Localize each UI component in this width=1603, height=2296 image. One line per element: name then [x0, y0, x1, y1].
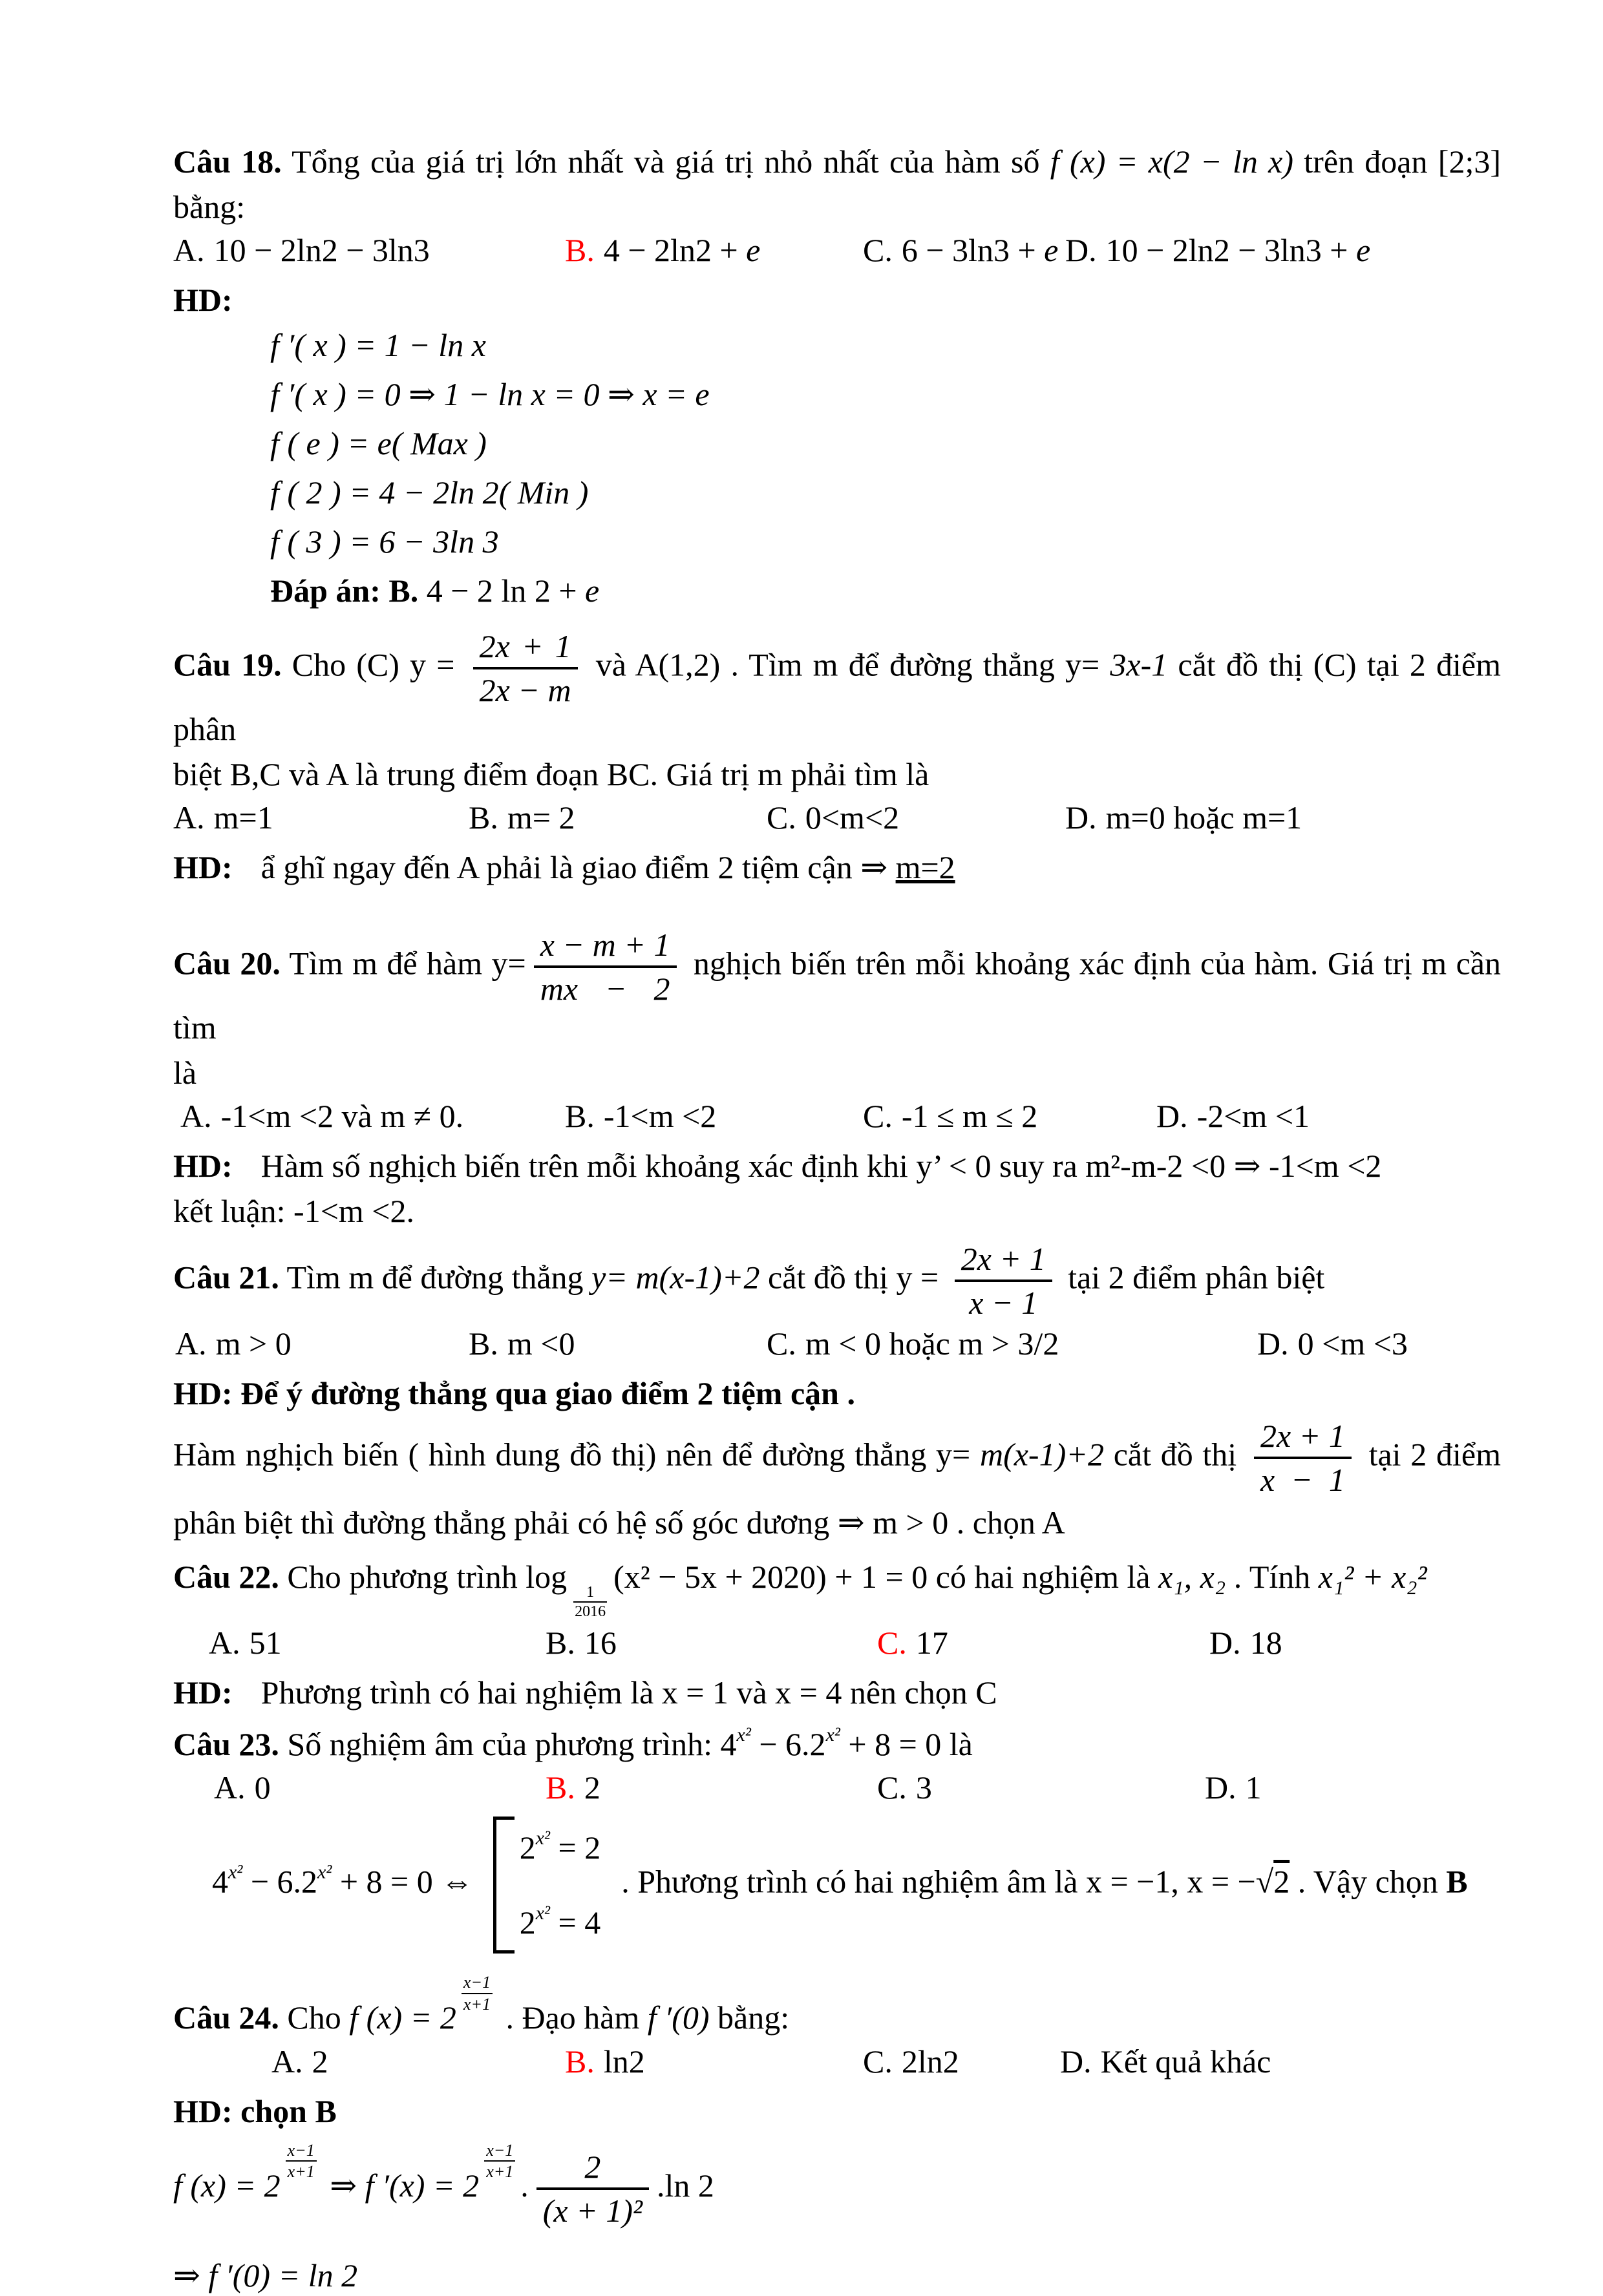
q24-hd: HD: chọn B	[173, 2092, 337, 2129]
q20-number: Câu 20.	[173, 945, 281, 982]
q18-option-a: A. 10 − 2ln2 − 3ln3	[173, 232, 430, 268]
q23-option-a: A. 0	[214, 1769, 271, 1806]
q18-statement	[173, 141, 1501, 182]
q24-derivation-exponent-1: $\frac{x-1}{x+1}$	[286, 2141, 317, 2181]
q18-option-b-label: B.	[565, 232, 595, 268]
q21-explanation: Hàm nghịch biến ( hình dung đồ thị) nên để đường thẳng y= m(x-1)+2 cắt đồ thị $\frac{2x + 1}{x - 1}$ tại 2 điểm	[173, 1418, 1502, 1498]
q24-derivative-at-0: f ′(0)	[647, 1999, 710, 2036]
q22-target-expression: x₁² + x₂²	[1318, 1559, 1427, 1595]
q21-hd-label: HD:	[173, 1375, 233, 1411]
q24-option-b: B. ln2	[565, 2043, 645, 2080]
q23-statement: Câu 23. Số nghiệm âm của phương trình: $4^{x^2} - 6.2^{x^2} + 8 = 0$ là	[173, 1724, 973, 1763]
q23-number: Câu 23.	[173, 1726, 279, 1763]
q18-option-c-label: C.	[863, 232, 893, 268]
q22-hd: HD: Phương trình có hai nghiệm là x = 1 và x = 4 nên chọn C	[173, 1674, 997, 1711]
q18-statement-cont: bằng:	[173, 189, 246, 225]
q23-options	[173, 1769, 1501, 1811]
q19-fraction-numerator: 2x + 1	[473, 628, 578, 669]
q20-option-a: A. -1<m <2 và m ≠ 0.	[180, 1098, 464, 1134]
q18-option-d: D. 10 − 2ln2 − 3ln3 + e	[1065, 232, 1371, 268]
q19-fraction	[473, 628, 578, 708]
q24-derivative-fraction: $\frac{2}{\text{(x + 1)²}}$	[536, 2149, 649, 2229]
q18-function-formula: f (x) = x(2 − ln x)	[1050, 143, 1293, 180]
q18-option-b: B. 4 − 2ln2 + e	[565, 232, 761, 268]
q23-option-d: D. 1	[1205, 1769, 1262, 1806]
q22-option-a: A. 51	[209, 1625, 282, 1661]
q19-option-c: C. 0<m<2	[767, 799, 900, 836]
q23-case-1: $2^{x^2} = 2$	[519, 1827, 601, 1866]
q22-option-c: C. 17	[877, 1625, 948, 1661]
question-19	[173, 628, 1501, 888]
q19-option-a: A. m=1	[173, 799, 273, 836]
q21-explanation-fraction: $\frac{2x + 1}{x - 1}$	[1254, 1418, 1352, 1498]
q21-option-b: B. m <0	[469, 1325, 575, 1362]
q24-derivation: f (x) = 2 $\frac{x-1}{x+1}$ ⇒ f ′(x) = 2 $\frac{x-1}{x+1}$ . $\frac{2}{\text{(x + 1)²}}$ .ln 2	[173, 2140, 714, 2229]
q21-option-c: C. m < 0 hoặc m > 3/2	[767, 1325, 1059, 1362]
q18-options	[173, 231, 1501, 274]
q20-option-c: C. -1 ≤ m ≤ 2	[863, 1098, 1038, 1134]
question-24	[173, 1973, 1501, 2296]
q18-option-a-label: A.	[173, 232, 205, 268]
q18-option-d-label: D.	[1065, 232, 1097, 268]
q19-number: Câu 19.	[173, 646, 282, 683]
q20-fraction-denominator: mx − 2	[540, 971, 670, 1007]
q24-exponent-fraction: $\frac{x-1}{x+1}$	[462, 1973, 493, 2013]
q18-solution-step-4: f ( 2 ) = 4 − 2ln 2( Min )	[270, 474, 589, 511]
question-20	[173, 927, 1501, 1232]
q23-option-c: C. 3	[877, 1769, 932, 1806]
q19-statement: Câu 19. Cho (C) y = $\frac{2x + 1}{2x - m}$ và A(1,2) . Tìm m để đường thẳng y= 3x-1 cắt đồ thị (C) tại 2 điểm phân	[173, 628, 1502, 747]
q21-number: Câu 21.	[173, 1259, 279, 1296]
q20-hd-label: HD:	[173, 1148, 233, 1184]
q20-option-b: B. -1<m <2	[565, 1098, 717, 1134]
q19-hd-underlined-answer: m=2	[895, 849, 955, 885]
q21-fraction-denominator: x − 1	[969, 1285, 1038, 1321]
q22-hd-label: HD:	[173, 1674, 233, 1711]
q20-option-d: D. -2<m <1	[1156, 1098, 1310, 1134]
q22-option-b: B. 16	[546, 1625, 617, 1661]
q22-options	[173, 1624, 1501, 1667]
question-21	[173, 1241, 1501, 1543]
q21-line-formula: y= m(x-1)+2	[591, 1259, 760, 1296]
q22-equation: (x² − 5x + 2020) + 1 = 0	[613, 1559, 928, 1595]
q18-solution-step-3: f ( e ) = e( Max )	[270, 425, 487, 461]
q20-fraction-numerator: x − m + 1	[534, 927, 677, 968]
q18-answer: Đáp án: B. 4 − 2 ln 2 + e	[270, 573, 600, 609]
q24-final-result: ⇒ f ′(0) = ln 2	[173, 2257, 358, 2294]
q22-statement: Câu 22. Cho phương trình log $\frac{1}{2016}$ (x² − 5x + 2020) + 1 = 0 có hai nghiệm là x₁, x₂ . Tính x₁² + x₂²	[173, 1559, 1427, 1620]
q24-option-d: D. Kết quả khác	[1060, 2043, 1271, 2080]
q18-number: Câu 18.	[173, 143, 282, 180]
q19-hd-label: HD:	[173, 849, 233, 885]
radical-sign: √	[1255, 1863, 1274, 1900]
q23-solution-equation: $4^{x^2} - 6.2^{x^2} + 8 = 0$ ⇔ $2^{x^2} = 2$ $2^{x^2} = 4$ . Phương trình có hai nghiệm âm là x = −1, x = −√2 . Vậy chọn B	[173, 1817, 1501, 1954]
q18-hd-label: HD:	[173, 282, 233, 318]
q21-option-d: D. 0 <m <3	[1257, 1325, 1408, 1362]
q21-fraction-numerator: 2x + 1	[955, 1241, 1052, 1282]
q20-options	[173, 1097, 1501, 1140]
q21-option-a: A. m > 0	[175, 1325, 292, 1362]
q18-option-c: C. 6 − 3ln3 + e	[863, 232, 1059, 268]
q21-hd: HD: Để ý đường thẳng qua giao điểm 2 tiệm cận .	[173, 1375, 855, 1411]
q22-option-d: D. 18	[1209, 1625, 1282, 1661]
q18-answer-label: Đáp án: B.	[270, 573, 419, 609]
q24-function: f (x) = 2	[349, 1999, 456, 2036]
q24-option-c: C. 2ln2	[863, 2043, 959, 2080]
q18-interval: [2;3]	[1438, 143, 1501, 180]
q19-statement-cont: biệt B,C và A là trung điểm đoạn BC. Giá trị m phải tìm là	[173, 756, 929, 792]
q20-fraction	[534, 927, 677, 1007]
question-18	[173, 141, 1501, 611]
q24-option-a: A. 2	[271, 2043, 328, 2080]
q19-options	[173, 799, 1501, 841]
q18-solution-step-5: f ( 3 ) = 6 − 3ln 3	[270, 523, 499, 560]
q21-fraction	[955, 1241, 1052, 1321]
q22-number: Câu 22.	[173, 1559, 279, 1595]
q21-statement: Câu 21. Tìm m để đường thẳng y= m(x-1)+2 cắt đồ thị y = $\frac{2x + 1}{x - 1}$ tại 2 điểm phân biệt	[173, 1241, 1325, 1321]
q19-option-d: D. m=0 hoặc m=1	[1065, 799, 1302, 836]
radicand: 2	[1273, 1863, 1290, 1900]
question-23	[173, 1723, 1501, 1954]
q20-statement: Câu 20. Tìm m để hàm y= $\frac{x - m + 1}{mx - 2}$ nghịch biến trên mỗi khoảng xác định của hàm. Giá trị m cần tìm	[173, 927, 1501, 1046]
q21-explanation-cont: phân biệt thì đường thẳng phải có hệ số góc dương ⇒ m > 0 . chọn A	[173, 1504, 1065, 1541]
q19-option-b: B. m= 2	[469, 799, 575, 836]
q23-case-2: $2^{x^2} = 4$	[519, 1902, 601, 1941]
q18-text-2: trên đoạn	[1293, 143, 1438, 180]
q19-fraction-denominator: 2x − m	[479, 672, 571, 708]
q20-hd: HD: Hàm số nghịch biến trên mỗi khoảng xác định khi y’ < 0 suy ra m²-m-2 <0 ⇒ -1<m <2	[173, 1148, 1382, 1184]
q20-statement-cont: là	[173, 1055, 197, 1091]
q24-number: Câu 24.	[173, 1999, 279, 2036]
q19-hd: HD: ẩ ghĩ ngay đến A phải là giao điểm 2 tiệm cận ⇒ m=2	[173, 849, 955, 885]
question-22	[173, 1556, 1501, 1713]
q22-log-base-fraction: $\frac{1}{2016}$	[575, 1583, 606, 1620]
q18-solution-step-1: f ′( x ) = 1 − ln x	[270, 327, 486, 363]
q24-options	[173, 2043, 1501, 2085]
q24-derivation-exponent-2: $\frac{x-1}{x+1}$	[484, 2141, 515, 2181]
cases-bracket	[493, 1817, 610, 1954]
q21-options	[173, 1325, 1501, 1367]
q23-option-b: B. 2	[546, 1769, 600, 1806]
q22-roots: x₁, x₂	[1158, 1559, 1226, 1595]
q18-solution-step-2: f ′( x ) = 0 ⇒ 1 − ln x = 0 ⇒ x = e	[270, 376, 710, 412]
q23-chosen-answer: B	[1446, 1863, 1468, 1900]
q20-hd-conclusion: kết luận: -1<m <2.	[173, 1193, 414, 1229]
q18-text-1: Tổng của giá trị lớn nhất và giá trị nhỏ nhất của hàm số	[281, 143, 1050, 180]
q24-statement: Câu 24. Cho f (x) = 2 $\frac{x-1}{x+1}$ . Đạo hàm f ′(0) bằng:	[173, 1973, 790, 2036]
